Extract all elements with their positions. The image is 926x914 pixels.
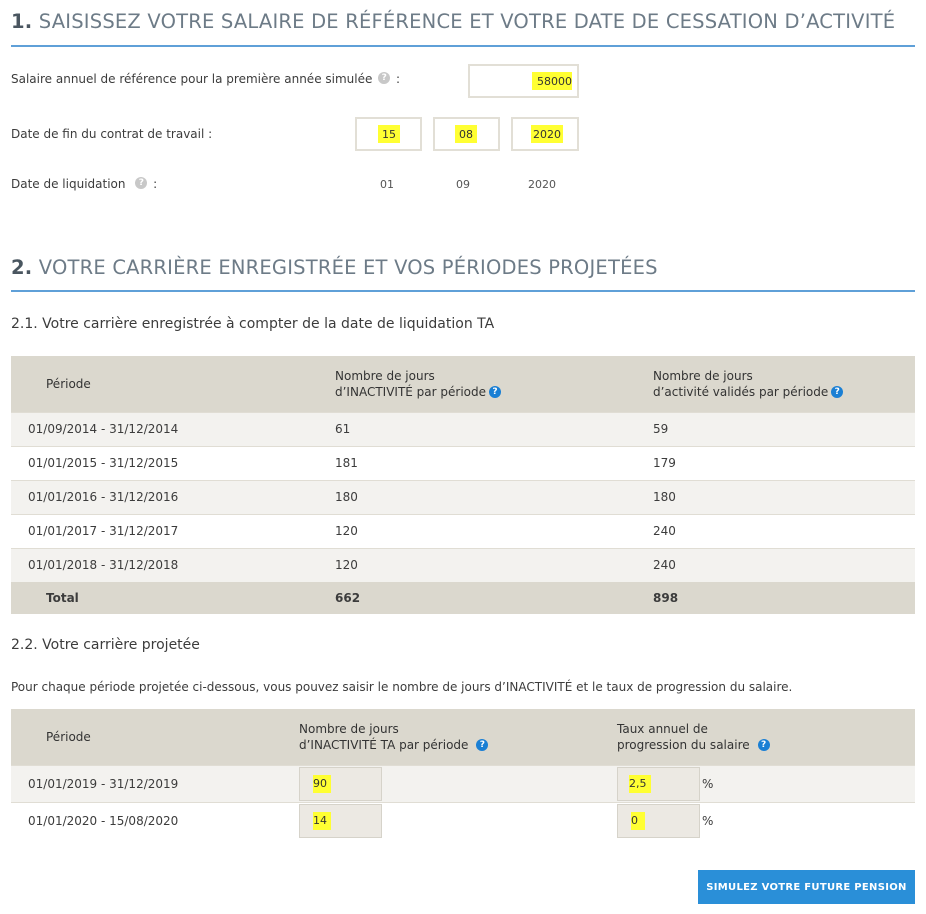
inactivity-cell <box>298 802 616 839</box>
inactivity-cell: 181 <box>334 446 652 480</box>
header-rate <box>616 709 915 765</box>
total-inactivity: 662 <box>334 582 652 614</box>
header-inactivity <box>298 709 616 765</box>
projected-career-table <box>11 709 915 839</box>
salary-label-text: Salaire annuel de référence pour la première année simulée <box>11 72 373 86</box>
period-cell: 01/01/2019 - 31/12/2019 <box>11 765 298 802</box>
header-inactivity-line2: d’INACTIVITÉ par période <box>335 384 486 399</box>
help-icon[interactable]: ? <box>378 72 390 84</box>
rate-cell <box>616 765 915 802</box>
section-1-title <box>11 10 915 33</box>
help-icon[interactable]: ? <box>135 177 147 189</box>
end-month-input[interactable] <box>455 125 477 143</box>
inactivity-cell <box>298 765 616 802</box>
table-row <box>11 514 915 548</box>
help-icon[interactable]: ? <box>489 386 501 398</box>
header-inactivity-line1: Nombre de jours <box>299 721 399 736</box>
liquidation-label-text: Date de liquidation <box>11 177 126 191</box>
period-cell: 01/01/2017 - 31/12/2017 <box>11 514 334 548</box>
header-activity-line2: d’activité validés par période <box>653 384 829 399</box>
activity-cell: 179 <box>652 446 915 480</box>
end-date-label: Date de fin du contrat de travail : <box>11 127 213 141</box>
header-activity-line1: Nombre de jours <box>653 368 753 383</box>
section-2-title-text: VOTRE CARRIÈRE ENREGISTRÉE ET VOS PÉRIODES PROJETÉES <box>38 256 658 279</box>
salary-label <box>11 72 400 86</box>
section-2-title <box>11 256 915 279</box>
period-cell: 01/01/2018 - 31/12/2018 <box>11 548 334 582</box>
period-cell: 01/01/2016 - 31/12/2016 <box>11 480 334 514</box>
total-label: Total <box>11 582 334 614</box>
end-year-field[interactable] <box>511 117 579 151</box>
header-period: Période <box>11 356 334 412</box>
period-cell: 01/01/2015 - 31/12/2015 <box>11 446 334 480</box>
inactivity-field[interactable] <box>299 804 382 838</box>
activity-cell: 59 <box>652 412 915 446</box>
total-activity: 898 <box>652 582 915 614</box>
liquidation-label <box>11 177 157 191</box>
liquidation-day: 01 <box>380 178 394 191</box>
activity-cell: 240 <box>652 548 915 582</box>
inactivity-cell: 61 <box>334 412 652 446</box>
table-row <box>11 412 915 446</box>
rate-input[interactable] <box>631 812 645 830</box>
period-cell: 01/09/2014 - 31/12/2014 <box>11 412 334 446</box>
header-period: Période <box>11 709 298 765</box>
section-1-title-text: SAISISSEZ VOTRE SALAIRE DE RÉFÉRENCE ET VOTRE DATE DE CESSATION D’ACTIVITÉ <box>38 10 896 33</box>
rate-field[interactable] <box>617 767 700 801</box>
total-row <box>11 582 915 614</box>
rate-field[interactable] <box>617 804 700 838</box>
header-inactivity <box>334 356 652 412</box>
table-header-row <box>11 356 915 412</box>
help-icon[interactable]: ? <box>476 739 488 751</box>
end-month-field[interactable] <box>433 117 500 151</box>
end-day-input[interactable] <box>378 125 400 143</box>
liquidation-year: 2020 <box>528 178 556 191</box>
inactivity-cell: 120 <box>334 548 652 582</box>
rate-cell <box>616 802 915 839</box>
section-1-divider <box>11 45 915 47</box>
inactivity-cell: 180 <box>334 480 652 514</box>
table-row <box>11 802 915 839</box>
liquidation-label-colon: : <box>153 177 158 191</box>
inactivity-input[interactable] <box>313 812 331 830</box>
header-inactivity-line1: Nombre de jours <box>335 368 435 383</box>
section-2-divider <box>11 290 915 292</box>
simulate-pension-button[interactable]: SIMULEZ VOTRE FUTURE PENSION <box>698 870 915 904</box>
salary-field[interactable] <box>468 64 579 98</box>
header-activity <box>652 356 915 412</box>
header-rate-line1: Taux annuel de <box>617 721 708 736</box>
header-inactivity-line2: d’INACTIVITÉ TA par période <box>299 737 469 752</box>
activity-cell: 180 <box>652 480 915 514</box>
help-icon[interactable]: ? <box>831 386 843 398</box>
header-rate-line2: progression du salaire <box>617 737 750 752</box>
help-icon[interactable]: ? <box>758 739 770 751</box>
percent-unit: % <box>702 776 714 791</box>
projected-career-title: 2.2. Votre carrière projetée <box>11 637 200 653</box>
section-1-number: 1. <box>11 10 33 33</box>
section-2-number: 2. <box>11 256 33 279</box>
salary-label-colon: : <box>396 72 401 86</box>
liquidation-month: 09 <box>456 178 470 191</box>
inactivity-cell: 120 <box>334 514 652 548</box>
end-year-input[interactable] <box>531 125 563 143</box>
table-row <box>11 480 915 514</box>
activity-cell: 240 <box>652 514 915 548</box>
projected-career-intro: Pour chaque période projetée ci-dessous, vous pouvez saisir le nombre de jours d’INACTIVITÉ et le taux de progression du salaire. <box>11 680 793 694</box>
recorded-career-table <box>11 356 915 614</box>
table-row <box>11 548 915 582</box>
table-row <box>11 765 915 802</box>
inactivity-input[interactable] <box>313 775 331 793</box>
salary-input[interactable] <box>532 72 572 90</box>
table-header-row <box>11 709 915 765</box>
inactivity-field[interactable] <box>299 767 382 801</box>
table-row <box>11 446 915 480</box>
percent-unit: % <box>702 813 714 828</box>
recorded-career-title: 2.1. Votre carrière enregistrée à compter de la date de liquidation TA <box>11 316 495 332</box>
period-cell: 01/01/2020 - 15/08/2020 <box>11 802 298 839</box>
rate-input[interactable] <box>629 775 651 793</box>
end-day-field[interactable] <box>355 117 422 151</box>
